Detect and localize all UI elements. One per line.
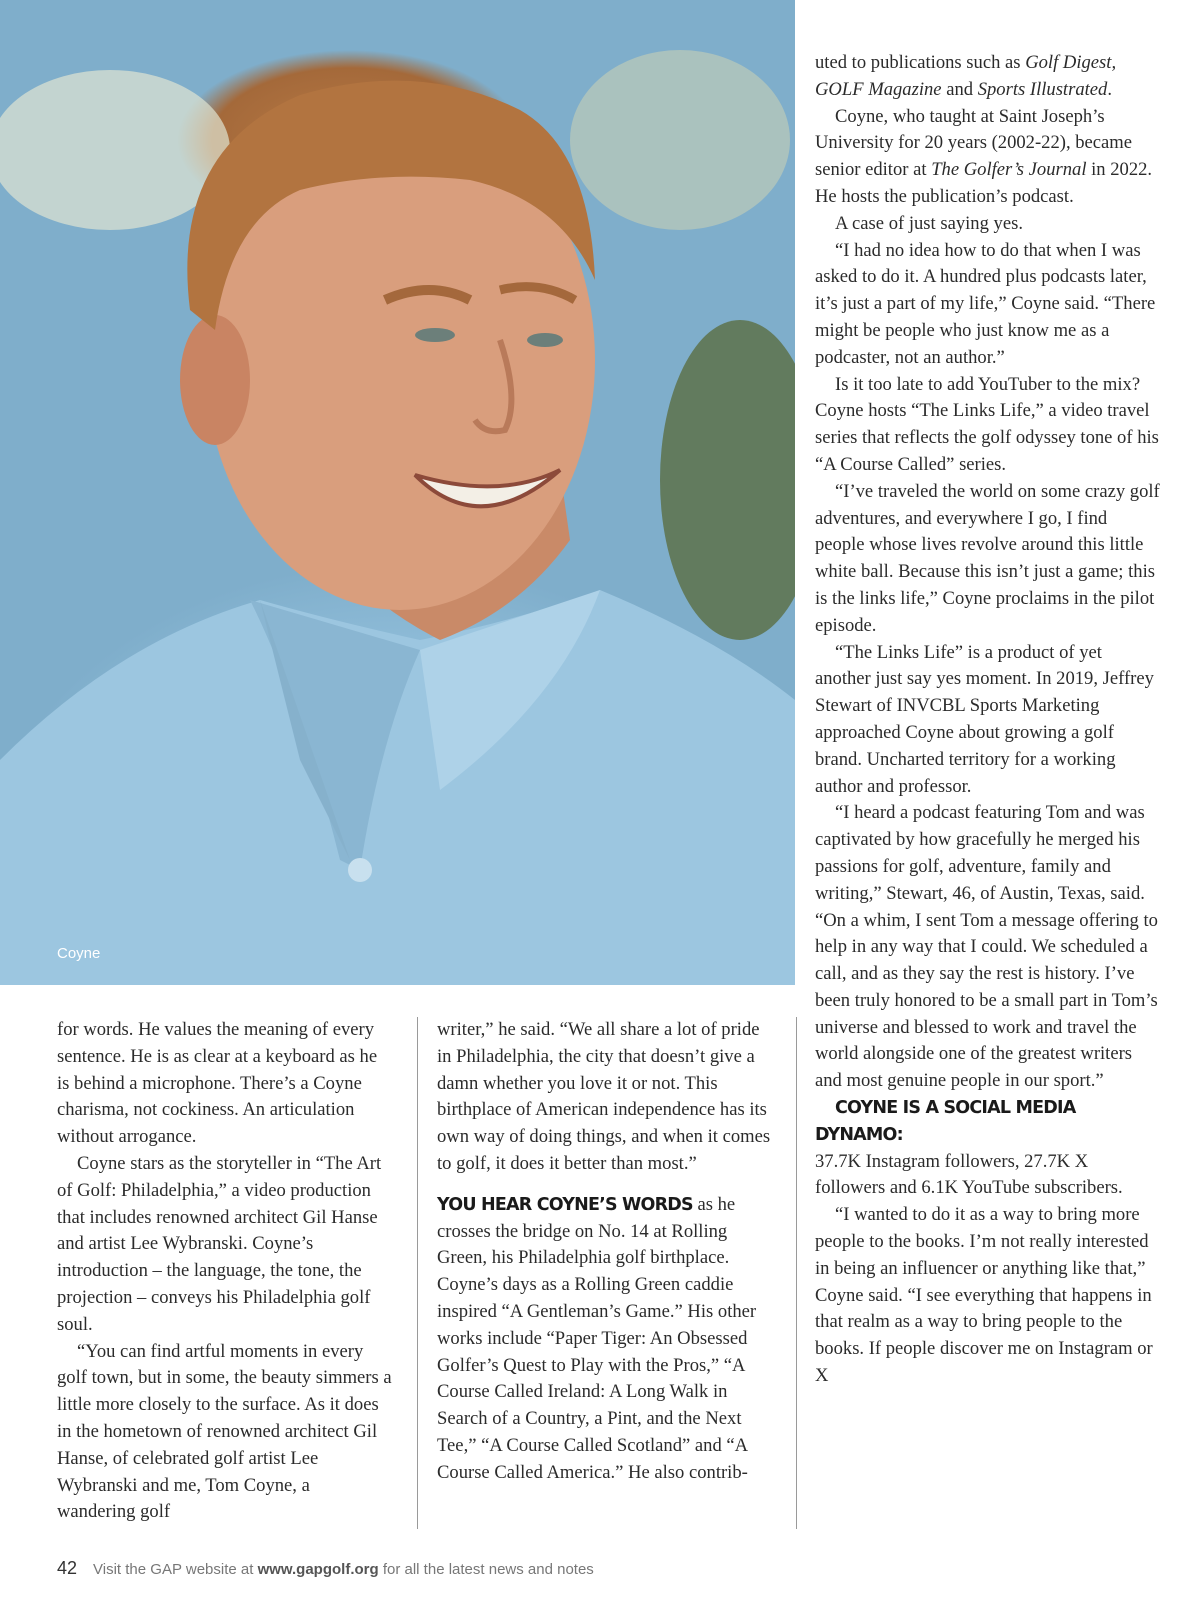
paragraph: 37.7K Instagram followers, 27.7K X followers and 6.1K YouTube subscribers. xyxy=(815,1150,1123,1199)
article-column-2 xyxy=(437,1017,777,1487)
paragraph xyxy=(815,104,1160,211)
website-link[interactable]: www.gapgolf.org xyxy=(257,1561,379,1578)
photo-caption: Coyne xyxy=(57,945,101,962)
paragraph: A case of just saying yes. xyxy=(835,212,1023,234)
page-number: 42 xyxy=(57,1558,78,1578)
paragraph: Is it too late to add YouTuber to the mix? Coyne hosts “The Links Life,” a video travel series that reflects the golf odyssey tone of his “A Course Called” series. xyxy=(815,373,1159,475)
paragraph: “You can find artful moments in every golf town, but in some, the beauty simmers a little more closely to the surface. As it does in the hometown of renowned architect Gil Hanse, of celebrated golf artist Lee Wybranski and me, Tom Coyne, a wandering golf xyxy=(57,1340,392,1523)
column-divider xyxy=(796,1017,797,1529)
paragraph: “The Links Life” is a product of yet another just say yes moment. In 2019, Jeffrey Stewart of INVCBL Sports Marketing approached Coyne about growing a golf brand. Uncharted territory for a working author and professor. xyxy=(815,641,1154,797)
paragraph: “I’ve traveled the world on some crazy golf adventures, and everywhere I go, I find people whose lives revolve around this little white ball. Because this isn’t just a game; this is the links life,” Coyne proclaims in the pilot episode. xyxy=(815,480,1160,636)
article-column-1 xyxy=(57,1017,392,1526)
paragraph: writer,” he said. “We all share a lot of pride in Philadelphia, the city that doesn’t give a damn whether you love it or not. This birthplace of American independence has its own way of doing things, and when it comes to golf, it does it better than most.” xyxy=(437,1019,771,1174)
portrait-photo xyxy=(0,0,795,985)
section-subhead: COYNE IS A SOCIAL MEDIA DYNAMO: xyxy=(815,1098,1076,1145)
paragraph: for words. He values the meaning of every sentence. He is as clear at a keyboard as he is behind a microphone. There’s a Coyne charisma, not cockiness. An articulation without arrogance. xyxy=(57,1019,378,1148)
text-run: in 2022. He hosts the publication’s podcast. xyxy=(815,159,1153,207)
portrait-illustration xyxy=(0,0,795,985)
publication-title: Golf Digest, GOLF Magazine xyxy=(815,52,1117,100)
paragraph: “I heard a podcast featuring Tom and was captivated by how gracefully he merged his passions for golf, adventure, family and writing,” Stewart, 46, of Austin, Texas, said. “On a whim, I sent Tom a message offering to help in any way that I could. We scheduled a call, and as they say the rest is history. I’ve been truly honored to be a small part in Tom’s universe and blessed to work and travel the world alongside one of the greatest writers and most genuine people in our sport.” xyxy=(815,802,1158,1092)
text-run: . xyxy=(1107,78,1113,100)
publication-title: Sports Illustrated xyxy=(977,78,1108,100)
footer-text: for all the latest news and notes xyxy=(378,1561,594,1578)
paragraph: “I had no idea how to do that when I was asked to do it. A hundred plus podcasts later, it’s just a part of my life,” Coyne said. “There might be people who just know me as a podcaster, not an author.” xyxy=(815,239,1156,368)
publication-title: The Golfer’s Journal xyxy=(931,159,1087,181)
paragraph xyxy=(437,1192,777,1487)
column-divider xyxy=(417,1017,418,1529)
paragraph: Coyne stars as the storyteller in “The Art of Golf: Philadelphia,” a video production that includes renowned architect Gil Hanse and artist Lee Wybranski. Coyne’s introduction – the language, the tone, the projection – conveys his Philadelphia golf soul. xyxy=(57,1152,382,1335)
page-footer xyxy=(57,1558,594,1579)
text-run: Coyne, who taught at Saint Joseph’s University for 20 years (2002-22), became senior editor at xyxy=(815,105,1133,181)
run-in-heading: YOU HEAR COYNE’S WORDS xyxy=(437,1194,693,1215)
article-column-3 xyxy=(815,50,1160,1390)
text-run: uted to publications such as xyxy=(815,52,1026,73)
paragraph xyxy=(815,50,1160,104)
footer-text: Visit the GAP website at xyxy=(93,1561,258,1578)
text-run: and xyxy=(941,78,978,100)
paragraph: “I wanted to do it as a way to bring more people to the books. I’m not really interested in being an influencer or anything like that,” Coyne said. “I see everything that happens in that realm as a way to bring people to the books. If people discover me on Instagram or X xyxy=(815,1204,1153,1387)
paragraph-text: as he crosses the bridge on No. 14 at Rolling Green, his Philadelphia golf birthplace. Coyne’s days as a Rolling Green caddie inspired “A Gentleman’s Game.” His other works include “Paper Tiger: An Obsessed Golfer’s Quest to Play with the Pros,” “A Course Called Ireland: A Long Walk in Search of a Country, a Pint, and the Next Tee,” “A Course Called Scotland” and “A Course Called America.” He also contrib- xyxy=(437,1193,757,1483)
